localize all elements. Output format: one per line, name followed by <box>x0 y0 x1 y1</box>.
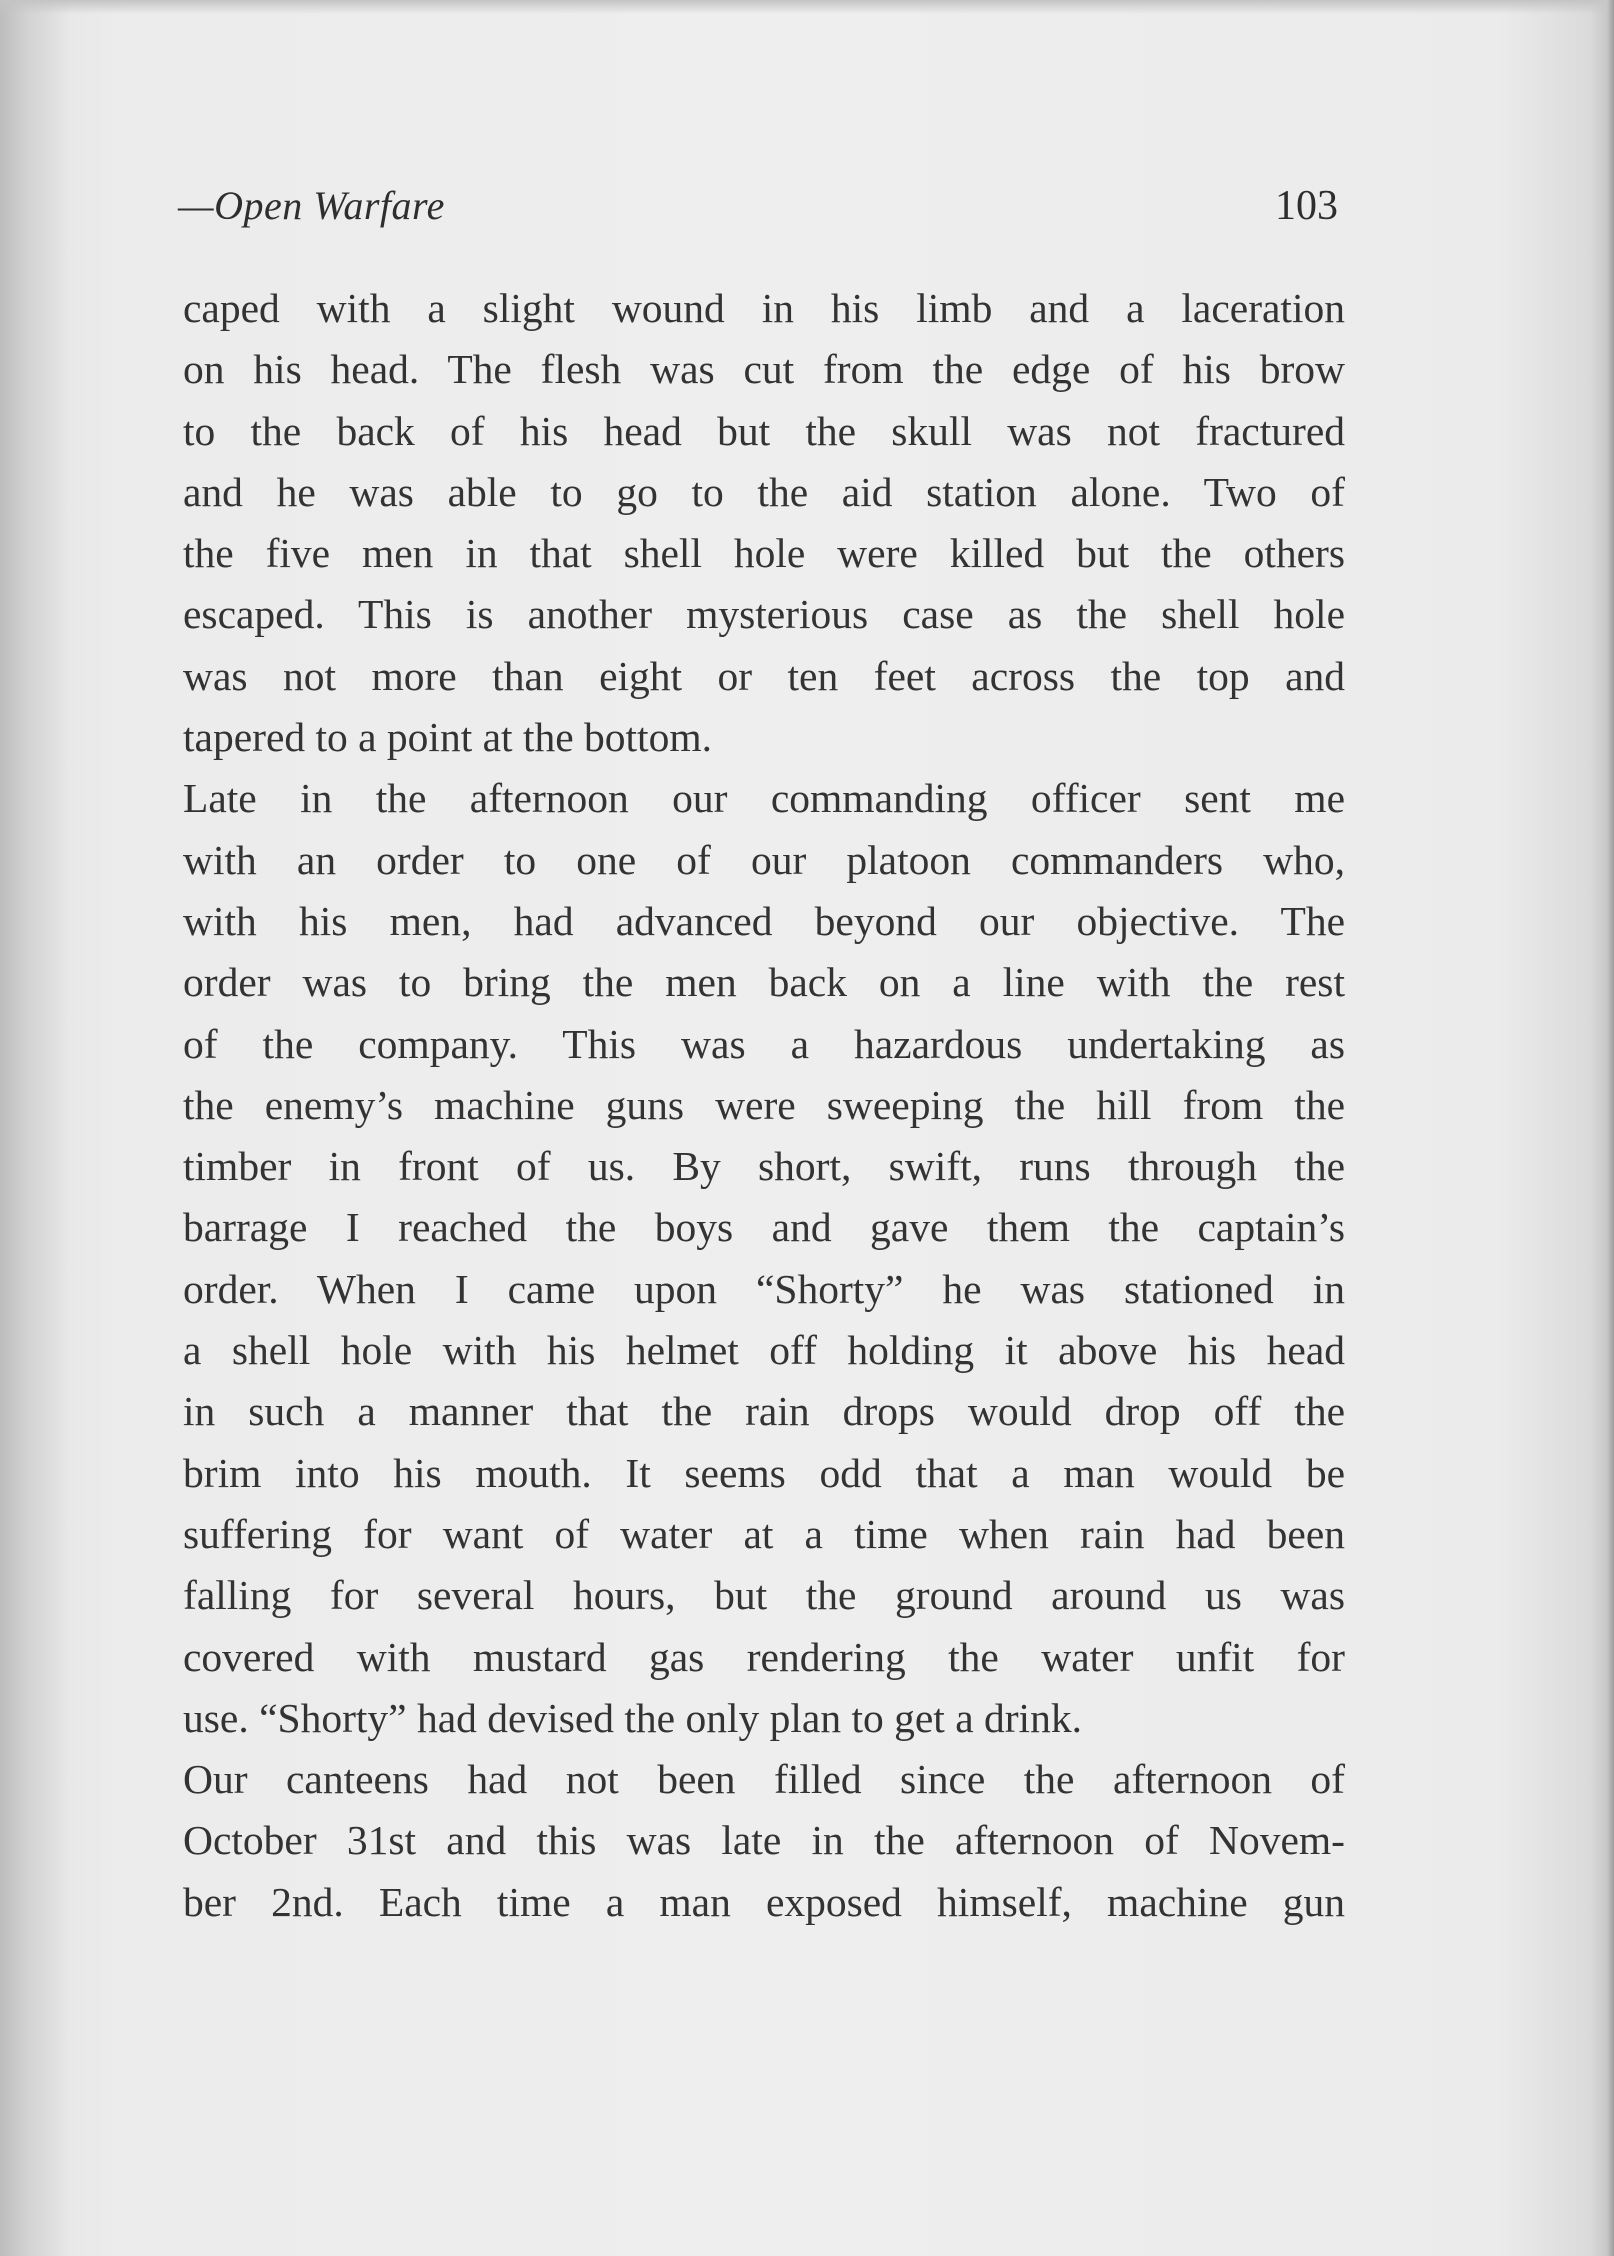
text-line: in such a manner that the rain drops would drop off the <box>183 1388 1345 1435</box>
body-text <box>183 278 1345 1933</box>
paragraph-2 <box>183 768 1345 1749</box>
text-line: Our canteens had not been filled since the afternoon of <box>183 1756 1345 1803</box>
text-line: covered with mustard gas rendering the water unfit for <box>183 1633 1345 1680</box>
text-line: brim into his mouth. It seems odd that a man would be <box>183 1449 1345 1496</box>
page-top-edge-shadow <box>0 0 1614 14</box>
text-line: with his men, had advanced beyond our objective. The <box>183 897 1345 944</box>
text-line: order was to bring the men back on a line with the rest <box>183 959 1345 1006</box>
text-line: ber 2nd. Each time a man exposed himself, machine gun <box>183 1878 1345 1925</box>
page-number: 103 <box>1275 183 1338 229</box>
text-line: timber in front of us. By short, swift, runs through the <box>183 1143 1345 1190</box>
paragraph-3 <box>183 1749 1345 1933</box>
text-line: and he was able to go to the aid station alone. Two of <box>183 468 1345 515</box>
page-header <box>178 182 1338 242</box>
text-line: of the company. This was a hazardous undertaking as <box>183 1020 1345 1067</box>
text-line: escaped. This is another mysterious case as the shell hole <box>183 591 1345 638</box>
text-line: a shell hole with his helmet off holding it above his head <box>183 1327 1345 1374</box>
text-line: use. “Shorty” had devised the only plan to get a drink. <box>183 1694 1082 1741</box>
text-line: tapered to a point at the bottom. <box>183 714 712 761</box>
text-line: the five men in that shell hole were killed but the others <box>183 530 1345 577</box>
running-title: —Open Warfare <box>178 183 445 228</box>
text-line: the enemy’s machine guns were sweeping the hill from the <box>183 1081 1345 1128</box>
text-line: falling for several hours, but the ground around us was <box>183 1572 1345 1619</box>
text-line: barrage I reached the boys and gave them the captain’s <box>183 1204 1345 1251</box>
text-line: order. When I came upon “Shorty” he was stationed in <box>183 1265 1345 1312</box>
page-right-edge-shadow <box>1590 0 1614 2256</box>
paragraph-1 <box>183 278 1345 768</box>
text-line: October 31st and this was late in the afternoon of Novem- <box>183 1817 1345 1864</box>
text-line: suffering for want of water at a time when rain had been <box>183 1510 1345 1557</box>
page-spine-shadow <box>0 0 70 2256</box>
text-line: to the back of his head but the skull was not fractured <box>183 407 1345 454</box>
text-line: on his head. The flesh was cut from the edge of his brow <box>183 346 1345 393</box>
text-line: Late in the afternoon our commanding officer sent me <box>183 775 1345 822</box>
text-line: caped with a slight wound in his limb and a laceration <box>183 285 1345 331</box>
text-line: was not more than eight or ten feet across the top and <box>183 652 1345 699</box>
text-line: with an order to one of our platoon commanders who, <box>183 836 1345 883</box>
